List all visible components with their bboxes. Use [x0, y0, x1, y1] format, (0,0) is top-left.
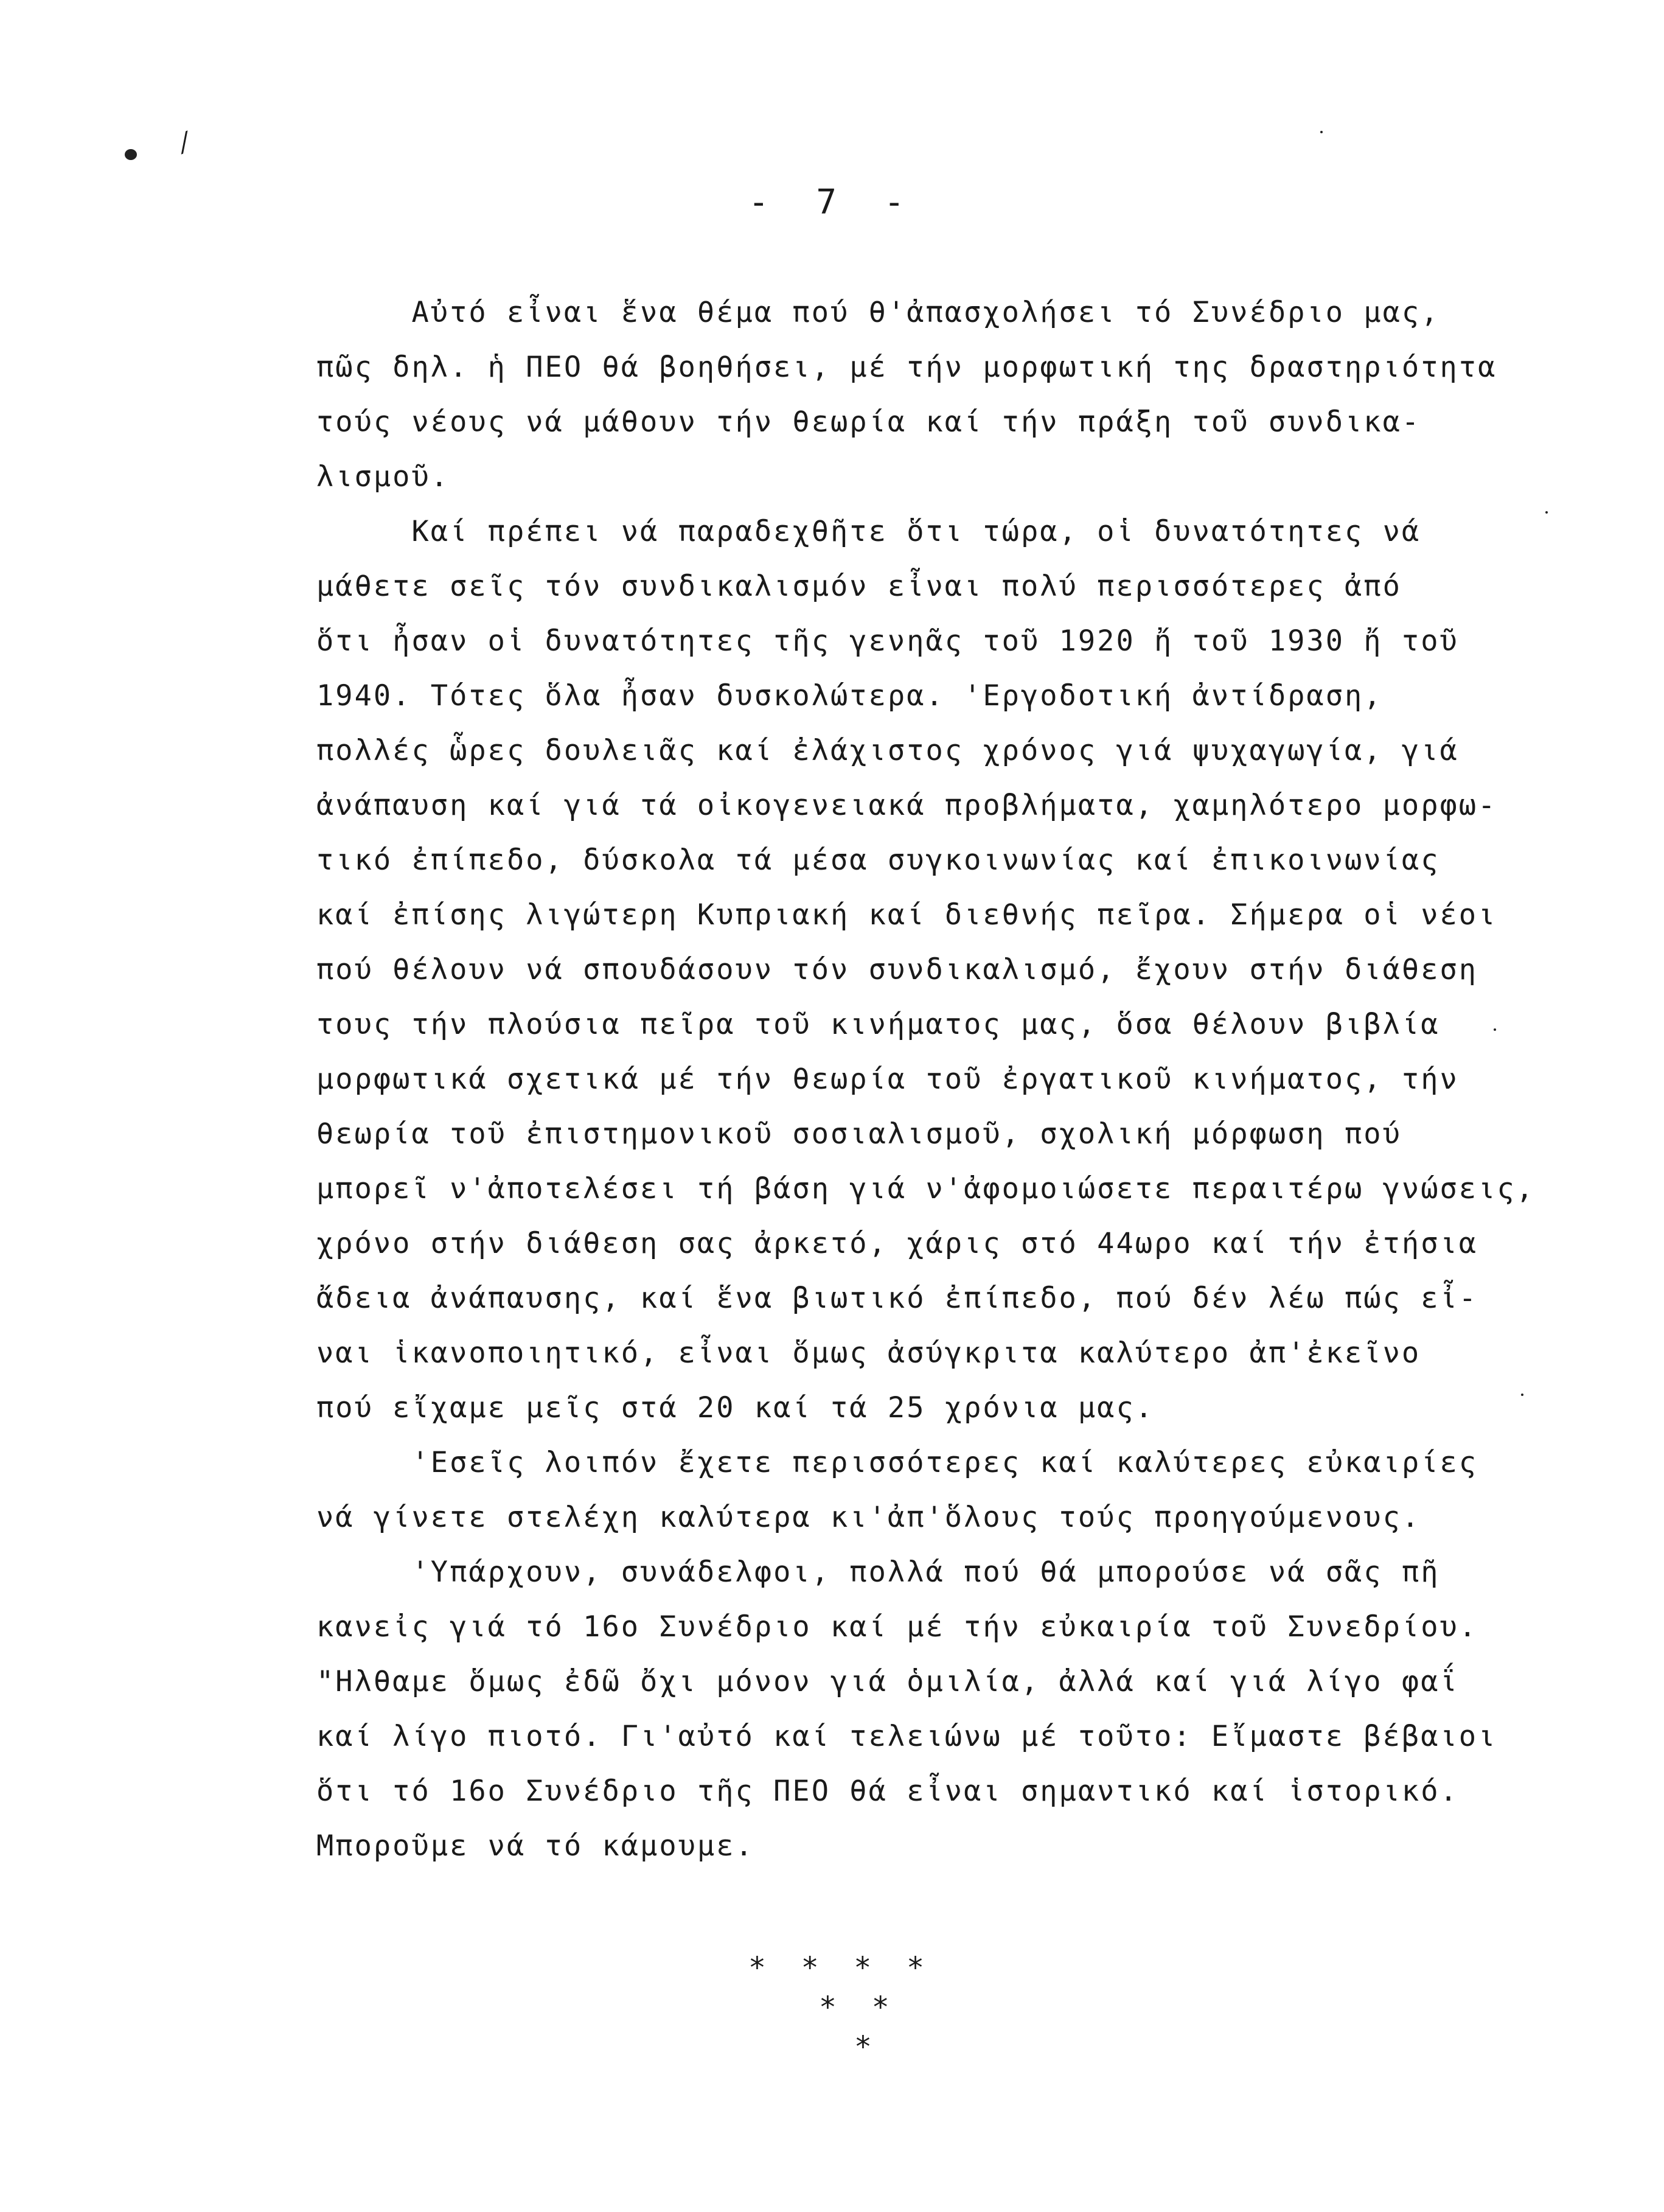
- text-line: χρόνο στήν διάθεση σας ἀρκετό, χάρις στό 44ωρο καί τήν ἐτήσια: [316, 1227, 1478, 1260]
- text-line: τικό ἐπίπεδο, δύσκολα τά μέσα συγκοινωνίας καί ἐπικοινωνίας: [316, 843, 1440, 877]
- text-line: πῶς δηλ. ἡ ΠΕΟ θά βοηθήσει, μέ τήν μορφωτική της δραστηριότητα: [316, 351, 1497, 384]
- text-line: 'Εσεῖς λοιπόν ἔχετε περισσότερες καί καλύτερες εὐκαιρίες: [316, 1446, 1478, 1479]
- ornament-row: *: [854, 2030, 872, 2064]
- text-line: μάθετε σεῖς τόν συνδικαλισμόν εἶναι πολύ περισσότερες ἀπό: [316, 570, 1402, 603]
- text-line: "Ηλθαμε ὅμως ἐδῶ ὄχι μόνον γιά ὁμιλία, ἀλλά καί γιά λίγο φαΐ: [316, 1665, 1459, 1698]
- text-line: ναι ἱκανοποιητικό, εἶναι ὅμως ἀσύγκριτα καλύτερο ἀπ'ἐκεῖνο: [316, 1336, 1421, 1370]
- text-line: πού θέλουν νά σπουδάσουν τόν συνδικαλισμό, ἔχουν στήν διάθεση: [316, 953, 1478, 986]
- text-line: ὅτι τό 16ο Συνέδριο τῆς ΠΕΟ θά εἶναι σημαντικό καί ἱστορικό.: [316, 1774, 1459, 1808]
- text-line: λισμοῦ.: [316, 460, 450, 494]
- text-line: Καί πρέπει νά παραδεχθῆτε ὅτι τώρα, οἱ δυνατότητες νά: [316, 515, 1421, 548]
- text-line: ἄδεια ἀνάπαυσης, καί ἕνα βιωτικό ἐπίπεδο, πού δέν λέω πώς εἶ-: [316, 1282, 1478, 1315]
- text-line: καί λίγο πιοτό. Γι'αὐτό καί τελειώνω μέ τοῦτο: Εἴμαστε βέβαιοι: [316, 1720, 1497, 1753]
- text-line: τούς νέους νά μάθουν τήν θεωρία καί τήν πράξη τοῦ συνδικα-: [316, 405, 1421, 439]
- text-line: μπορεῖ ν'ἀποτελέσει τή βάση γιά ν'ἀφομοιώσετε περαιτέρω γνώσεις,: [316, 1172, 1535, 1205]
- text-line: τους τήν πλούσια πεῖρα τοῦ κινήματος μας, ὅσα θέλουν βιβλία: [316, 1008, 1440, 1041]
- ornament-row: * *: [819, 1990, 889, 2025]
- text-line: Αὐτό εἶναι ἕνα θέμα πού θ'ἀπασχολήσει τό Συνέδριο μας,: [316, 296, 1440, 329]
- text-line: 1940. Τότες ὅλα ἦσαν δυσκολώτερα. 'Εργοδοτική ἀντίδραση,: [316, 679, 1383, 713]
- text-line: πού εἴχαμε μεῖς στά 20 καί τά 25 χρόνια μας.: [316, 1391, 1155, 1425]
- scan-speck: [1545, 511, 1548, 514]
- text-line: κανεἰς γιά τό 16ο Συνέδριο καί μέ τήν εὐκαιρία τοῦ Συνεδρίου.: [316, 1610, 1478, 1644]
- text-line: θεωρία τοῦ ἐπιστημονικοῦ σοσιαλισμοῦ, σχολική μόρφωση πού: [316, 1117, 1402, 1151]
- scan-mark: ⁄: [177, 128, 192, 159]
- text-line: νά γίνετε στελέχη καλύτερα κι'ἀπ'ὅλους τούς προηγούμενους.: [316, 1501, 1421, 1534]
- ornament-row: * * * *: [748, 1951, 924, 1985]
- text-line: καί ἐπίσης λιγώτερη Κυπριακή καί διεθνής πεῖρα. Σήμερα οἱ νέοι: [316, 898, 1497, 932]
- text-line: Μποροῦμε νά τό κάμουμε.: [316, 1829, 754, 1863]
- text-line: 'Υπάρχουν, συνάδελφοι, πολλά πού θά μπορούσε νά σᾶς πῆ: [316, 1555, 1440, 1589]
- scan-speck: [125, 149, 137, 160]
- scan-speck: [1320, 131, 1323, 133]
- text-line: μορφωτικά σχετικά μέ τήν θεωρία τοῦ ἐργατικοῦ κινήματος, τήν: [316, 1062, 1459, 1096]
- page-number: - 7 -: [748, 183, 918, 222]
- scan-speck: [1494, 1028, 1496, 1031]
- scan-speck: [1521, 1394, 1523, 1396]
- text-line: πολλές ὧρες δουλειᾶς καί ἐλάχιστος χρόνος γιά ψυχαγωγία, γιά: [316, 734, 1459, 767]
- text-line: ἀνάπαυση καί γιά τά οἰκογενειακά προβλήματα, χαμηλότερο μορφω-: [316, 789, 1497, 822]
- text-line: ὅτι ἦσαν οἱ δυνατότητες τῆς γενηᾶς τοῦ 1920 ἤ τοῦ 1930 ἤ τοῦ: [316, 624, 1459, 658]
